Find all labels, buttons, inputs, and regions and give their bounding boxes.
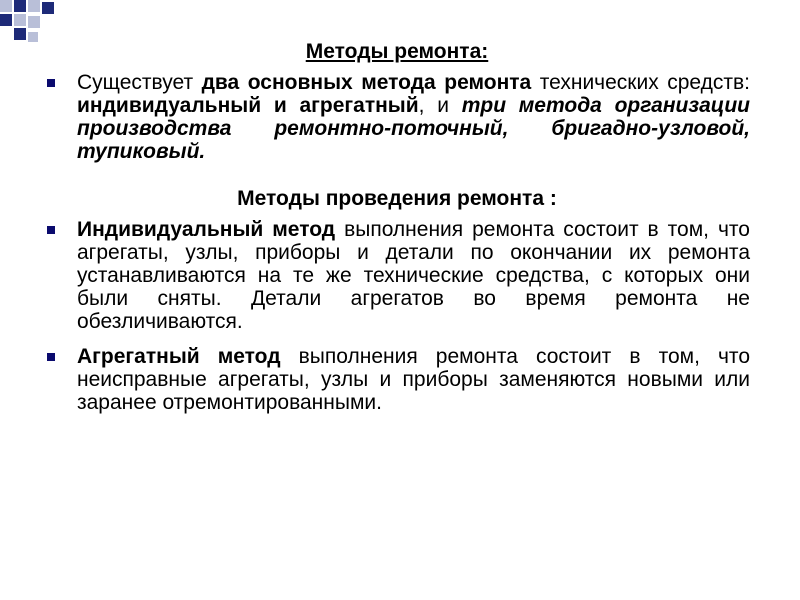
term-aggregate: Агрегатный метод [77,345,281,368]
term-individual: Индивидуальный метод [77,218,336,241]
list-item [44,345,750,414]
section-title: Методы проведения ремонта : [237,187,557,210]
list-item [44,71,750,163]
text: , и [418,94,462,117]
square-bullet-icon [47,226,55,234]
text: выполнения ремонта состоит в том, что неисправные агрегаты, узлы и приборы заменяются новыми или заранее отремонтированными. [77,345,750,414]
text: технических средств: [531,71,750,94]
text: выполнения ремонта состоит в том, что агрегаты, узлы, приборы и детали по окончании их ремонта устанавливаются на те же технические средства, с которых они были сняты. Детали агрегатов во время ремонта не обезличиваются. [77,218,750,333]
list-item [44,218,750,333]
text: Существует [77,71,202,94]
text-bold: два основных метода ремонта [201,71,532,94]
square-bullet-icon [47,79,55,87]
slide-content [44,40,750,426]
text-bold-italic: три метода организации производства ремонтно-поточный, бригадно-узловой, тупиковый. [77,94,750,163]
slide-title: Методы ремонта: [305,40,489,63]
square-bullet-icon [47,353,55,361]
text-bold: индивидуальный и агрегатный [77,94,419,117]
